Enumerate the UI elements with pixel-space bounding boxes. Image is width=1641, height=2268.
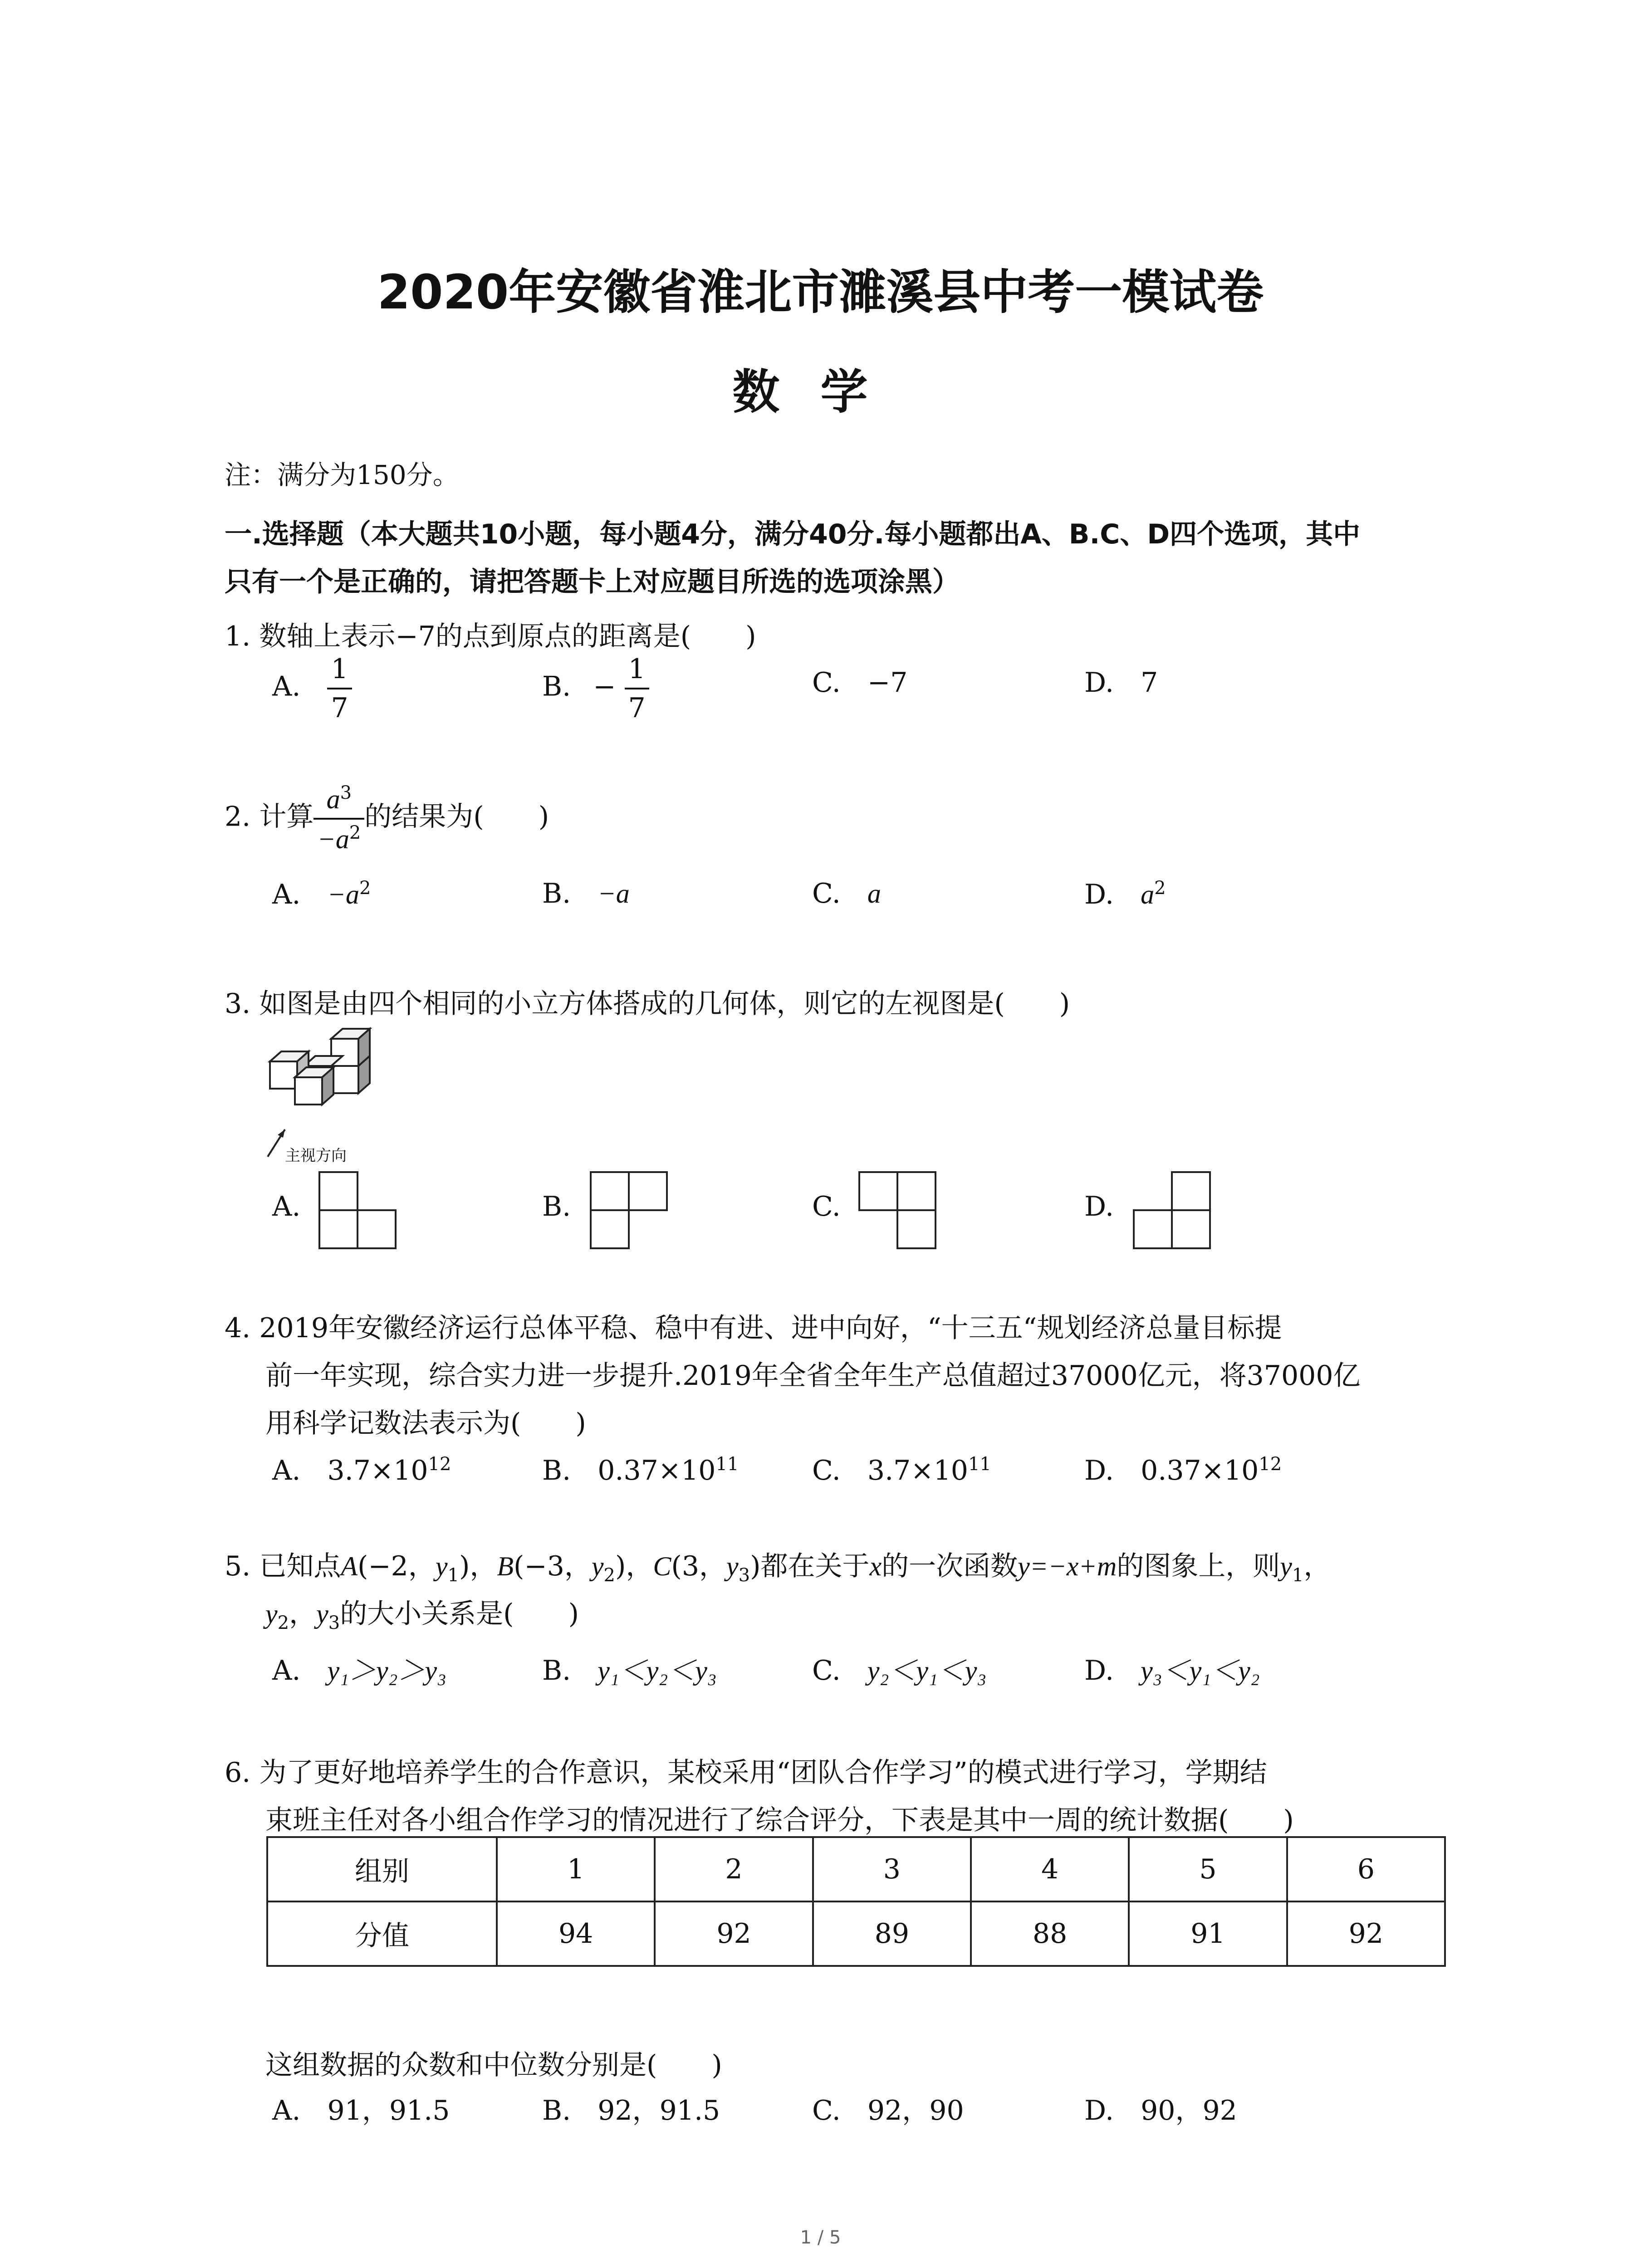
q5-line1: 5. 已知点A(−2，$y_1$)，B(−3，$y_2$)，C(3，$y_3$)都在关于x的一次函数y=−x+m的图象上，则$y_1$，	[225, 1550, 1331, 1586]
y-var: y	[265, 1599, 278, 1629]
option-letter: D.	[1084, 667, 1114, 699]
option-value: 92，90	[867, 2095, 964, 2126]
sub-1: 1	[1292, 1565, 1304, 1586]
option-value: −a	[598, 879, 630, 909]
table-cell: 组别	[267, 1837, 497, 1901]
table-row	[267, 1901, 1445, 1966]
y-var: y	[591, 1551, 604, 1581]
q1-option-b	[542, 653, 649, 724]
table-cell: 5	[1129, 1837, 1287, 1901]
close-paren: )，	[459, 1550, 497, 1582]
option-value: 91，91.5	[327, 2095, 450, 2126]
q1-option-d	[1084, 667, 1158, 699]
option-letter: C.	[812, 1655, 841, 1686]
option-letter: B.	[542, 1455, 571, 1486]
option-value: 7	[1141, 667, 1158, 699]
option-letter: C.	[812, 1455, 841, 1486]
option-letter: C.	[812, 878, 841, 909]
option-value: y₂＜y₁＜y₃	[867, 1656, 987, 1686]
q4-option-a	[272, 1454, 451, 1486]
sub-1: 1	[447, 1565, 459, 1586]
q5-line2: $y_2$，$y_3$的大小关系是( )	[265, 1598, 579, 1633]
q4-option-c	[812, 1454, 991, 1486]
option-value: a	[1141, 880, 1155, 909]
den-exp: 2	[349, 822, 361, 843]
option-exp: 11	[715, 1454, 739, 1475]
option-value: y₁＜y₂＜y₃	[598, 1656, 717, 1686]
view-direction-label: 主视方向	[285, 1147, 347, 1165]
option-letter: C.	[812, 667, 841, 699]
point-c: C	[653, 1551, 671, 1581]
sub-3: 3	[738, 1565, 750, 1586]
q2-fraction	[314, 782, 364, 855]
option-letter: B.	[542, 1655, 571, 1686]
option-value: y₁＞y₂＞y₃	[327, 1656, 446, 1686]
q1-option-c	[812, 667, 907, 699]
option-letter: A.	[272, 2095, 301, 2126]
q4-option-b	[542, 1454, 739, 1486]
option-letter: A.	[272, 879, 301, 910]
linear-function: y=−x+m	[1018, 1551, 1117, 1581]
option-value: a	[867, 879, 881, 909]
q2-option-a	[272, 878, 371, 910]
table-cell: 1	[497, 1837, 655, 1901]
y-var: y	[435, 1551, 448, 1581]
q6-option-c	[812, 2089, 964, 2128]
fraction	[625, 653, 649, 724]
numerator: 1	[331, 653, 348, 685]
point-a-x: (−2，	[357, 1550, 436, 1582]
section1-heading-line1: 一.选择题（本大题共10小题，每小题4分，满分40分.每小题都出A、B.C、D四个选项，其中	[225, 518, 1361, 550]
option-base: 3.7×10	[867, 1455, 968, 1486]
q5-mid-text: )都在关于	[750, 1550, 870, 1582]
q5-line2-end: 的大小关系是( )	[340, 1598, 579, 1630]
q3-option-c-label: C.	[812, 1191, 841, 1222]
option-letter: D.	[1084, 879, 1114, 910]
option-value: −a	[327, 880, 359, 909]
table-row	[267, 1837, 1445, 1901]
sub-3: 3	[328, 1613, 340, 1633]
q5-prefix: 5. 已知点	[225, 1550, 341, 1582]
point-a: A	[341, 1551, 358, 1581]
option-value: 90，92	[1141, 2095, 1237, 2126]
numerator	[323, 782, 355, 818]
table-cell: 分值	[267, 1901, 497, 1966]
option-letter: A.	[272, 1655, 301, 1686]
q4-line2: 前一年实现，综合实力进一步提升.2019年全省全年生产总值超过37000亿元，将37000亿	[265, 1360, 1361, 1392]
q2-option-d	[1084, 878, 1166, 910]
q2-prefix: 2. 计算	[225, 801, 314, 833]
option-letter: A.	[272, 670, 301, 703]
option-exp: 2	[1154, 878, 1166, 899]
num-var: a	[326, 784, 340, 814]
option-letter: B.	[542, 670, 571, 703]
q4-line3: 用科学记数法表示为( )	[265, 1408, 586, 1439]
denominator: 7	[327, 688, 352, 724]
option-exp: 12	[428, 1454, 451, 1475]
q3-option-a-label: A.	[272, 1191, 301, 1222]
option-exp: 2	[359, 878, 371, 899]
point-b-x: (−3，	[514, 1550, 592, 1582]
q5-option-b	[542, 1649, 717, 1688]
q3-option-d-label: D.	[1084, 1191, 1114, 1222]
point-b: B	[497, 1551, 514, 1581]
option-exp: 12	[1259, 1454, 1282, 1475]
option-base: 0.37×10	[598, 1455, 716, 1486]
q6-option-a	[272, 2089, 450, 2128]
y-var: y	[1280, 1551, 1292, 1581]
q6-option-b	[542, 2089, 720, 2128]
q3-option-a-figure	[318, 1170, 399, 1252]
option-base: 3.7×10	[327, 1455, 428, 1486]
numerator: 1	[628, 653, 646, 685]
q2-option-c	[812, 878, 881, 909]
q3-stem: 3. 如图是由四个相同的小立方体搭成的几何体，则它的左视图是( )	[225, 988, 1070, 1020]
q1-option-a	[272, 653, 352, 724]
point-c-x: (3，	[671, 1550, 727, 1582]
table-cell: 94	[497, 1901, 655, 1966]
option-value: 92，91.5	[598, 2095, 720, 2126]
q1-stem: 1. 数轴上表示−7的点到原点的距离是( )	[225, 621, 756, 652]
q3-option-b-figure	[589, 1170, 671, 1252]
q5-option-c	[812, 1649, 986, 1688]
table-cell: 92	[655, 1901, 813, 1966]
denominator	[314, 818, 364, 855]
q2-suffix: 的结果为( )	[364, 801, 549, 833]
q2-stem	[225, 782, 549, 855]
table-cell: 89	[813, 1901, 971, 1966]
option-letter: A.	[272, 1455, 301, 1486]
section1-heading-line2: 只有一个是正确的，请把答题卡上对应题目所选的选项涂黑）	[225, 566, 960, 598]
exam-title: 2020年安徽省淮北市濉溪县中考一模试卷	[377, 264, 1264, 320]
option-base: 0.37×10	[1141, 1455, 1259, 1486]
score-note: 注：满分为150分。	[225, 459, 459, 490]
q5-mid-text-2: 的一次函数	[882, 1550, 1018, 1582]
option-value: −7	[867, 667, 908, 699]
q5-option-d	[1084, 1649, 1260, 1688]
q6-question: 这组数据的众数和中位数分别是( )	[265, 2049, 722, 2081]
subject-title: 数学	[732, 364, 909, 420]
x-var: x	[869, 1551, 882, 1581]
option-letter: D.	[1084, 1655, 1114, 1686]
q5-option-a	[272, 1649, 446, 1688]
option-value: y₃＜y₁＜y₂	[1141, 1656, 1260, 1686]
q6-option-d	[1084, 2089, 1237, 2128]
table-cell: 92	[1287, 1901, 1445, 1966]
option-letter: D.	[1084, 2095, 1114, 2126]
table-cell: 6	[1287, 1837, 1445, 1901]
denominator: 7	[625, 688, 649, 724]
score-table	[266, 1836, 1446, 1967]
q6-line2: 束班主任对各小组合作学习的情况进行了综合评分，下表是其中一周的统计数据( )	[265, 1804, 1294, 1836]
q5-end-text: 的图象上，则	[1117, 1550, 1280, 1582]
option-letter: D.	[1084, 1455, 1114, 1486]
q3-option-b-label: B.	[542, 1191, 571, 1222]
q6-line1: 6. 为了更好地培养学生的合作意识，某校采用“团队合作学习”的模式进行学习，学期结	[225, 1757, 1267, 1789]
num-exp: 3	[340, 782, 352, 803]
q3-option-d-figure	[1132, 1170, 1214, 1252]
table-cell: 2	[655, 1837, 813, 1901]
option-letter: C.	[812, 2095, 841, 2126]
minus-sign: −	[593, 670, 616, 703]
q3-option-c-figure	[857, 1170, 939, 1252]
sub-2: 2	[603, 1565, 615, 1586]
q2-option-b	[542, 878, 630, 909]
y-var: y	[316, 1599, 328, 1629]
option-letter: B.	[542, 2095, 571, 2126]
fraction	[327, 653, 352, 724]
page-number: 1 / 5	[800, 2227, 841, 2248]
table-cell: 88	[971, 1901, 1129, 1966]
table-cell: 4	[971, 1837, 1129, 1901]
close-paren: )，	[615, 1550, 653, 1582]
y-var: y	[726, 1551, 739, 1581]
option-exp: 11	[968, 1454, 991, 1475]
table-cell: 3	[813, 1837, 971, 1901]
q4-option-d	[1084, 1454, 1282, 1486]
option-letter: B.	[542, 878, 571, 909]
den-var: −a	[317, 824, 349, 854]
table-cell: 91	[1129, 1901, 1287, 1966]
sub-2: 2	[277, 1613, 289, 1633]
q4-line1: 4. 2019年安徽经济运行总体平稳、稳中有进、进中向好，“十三五“规划经济总量目标提	[225, 1312, 1282, 1344]
